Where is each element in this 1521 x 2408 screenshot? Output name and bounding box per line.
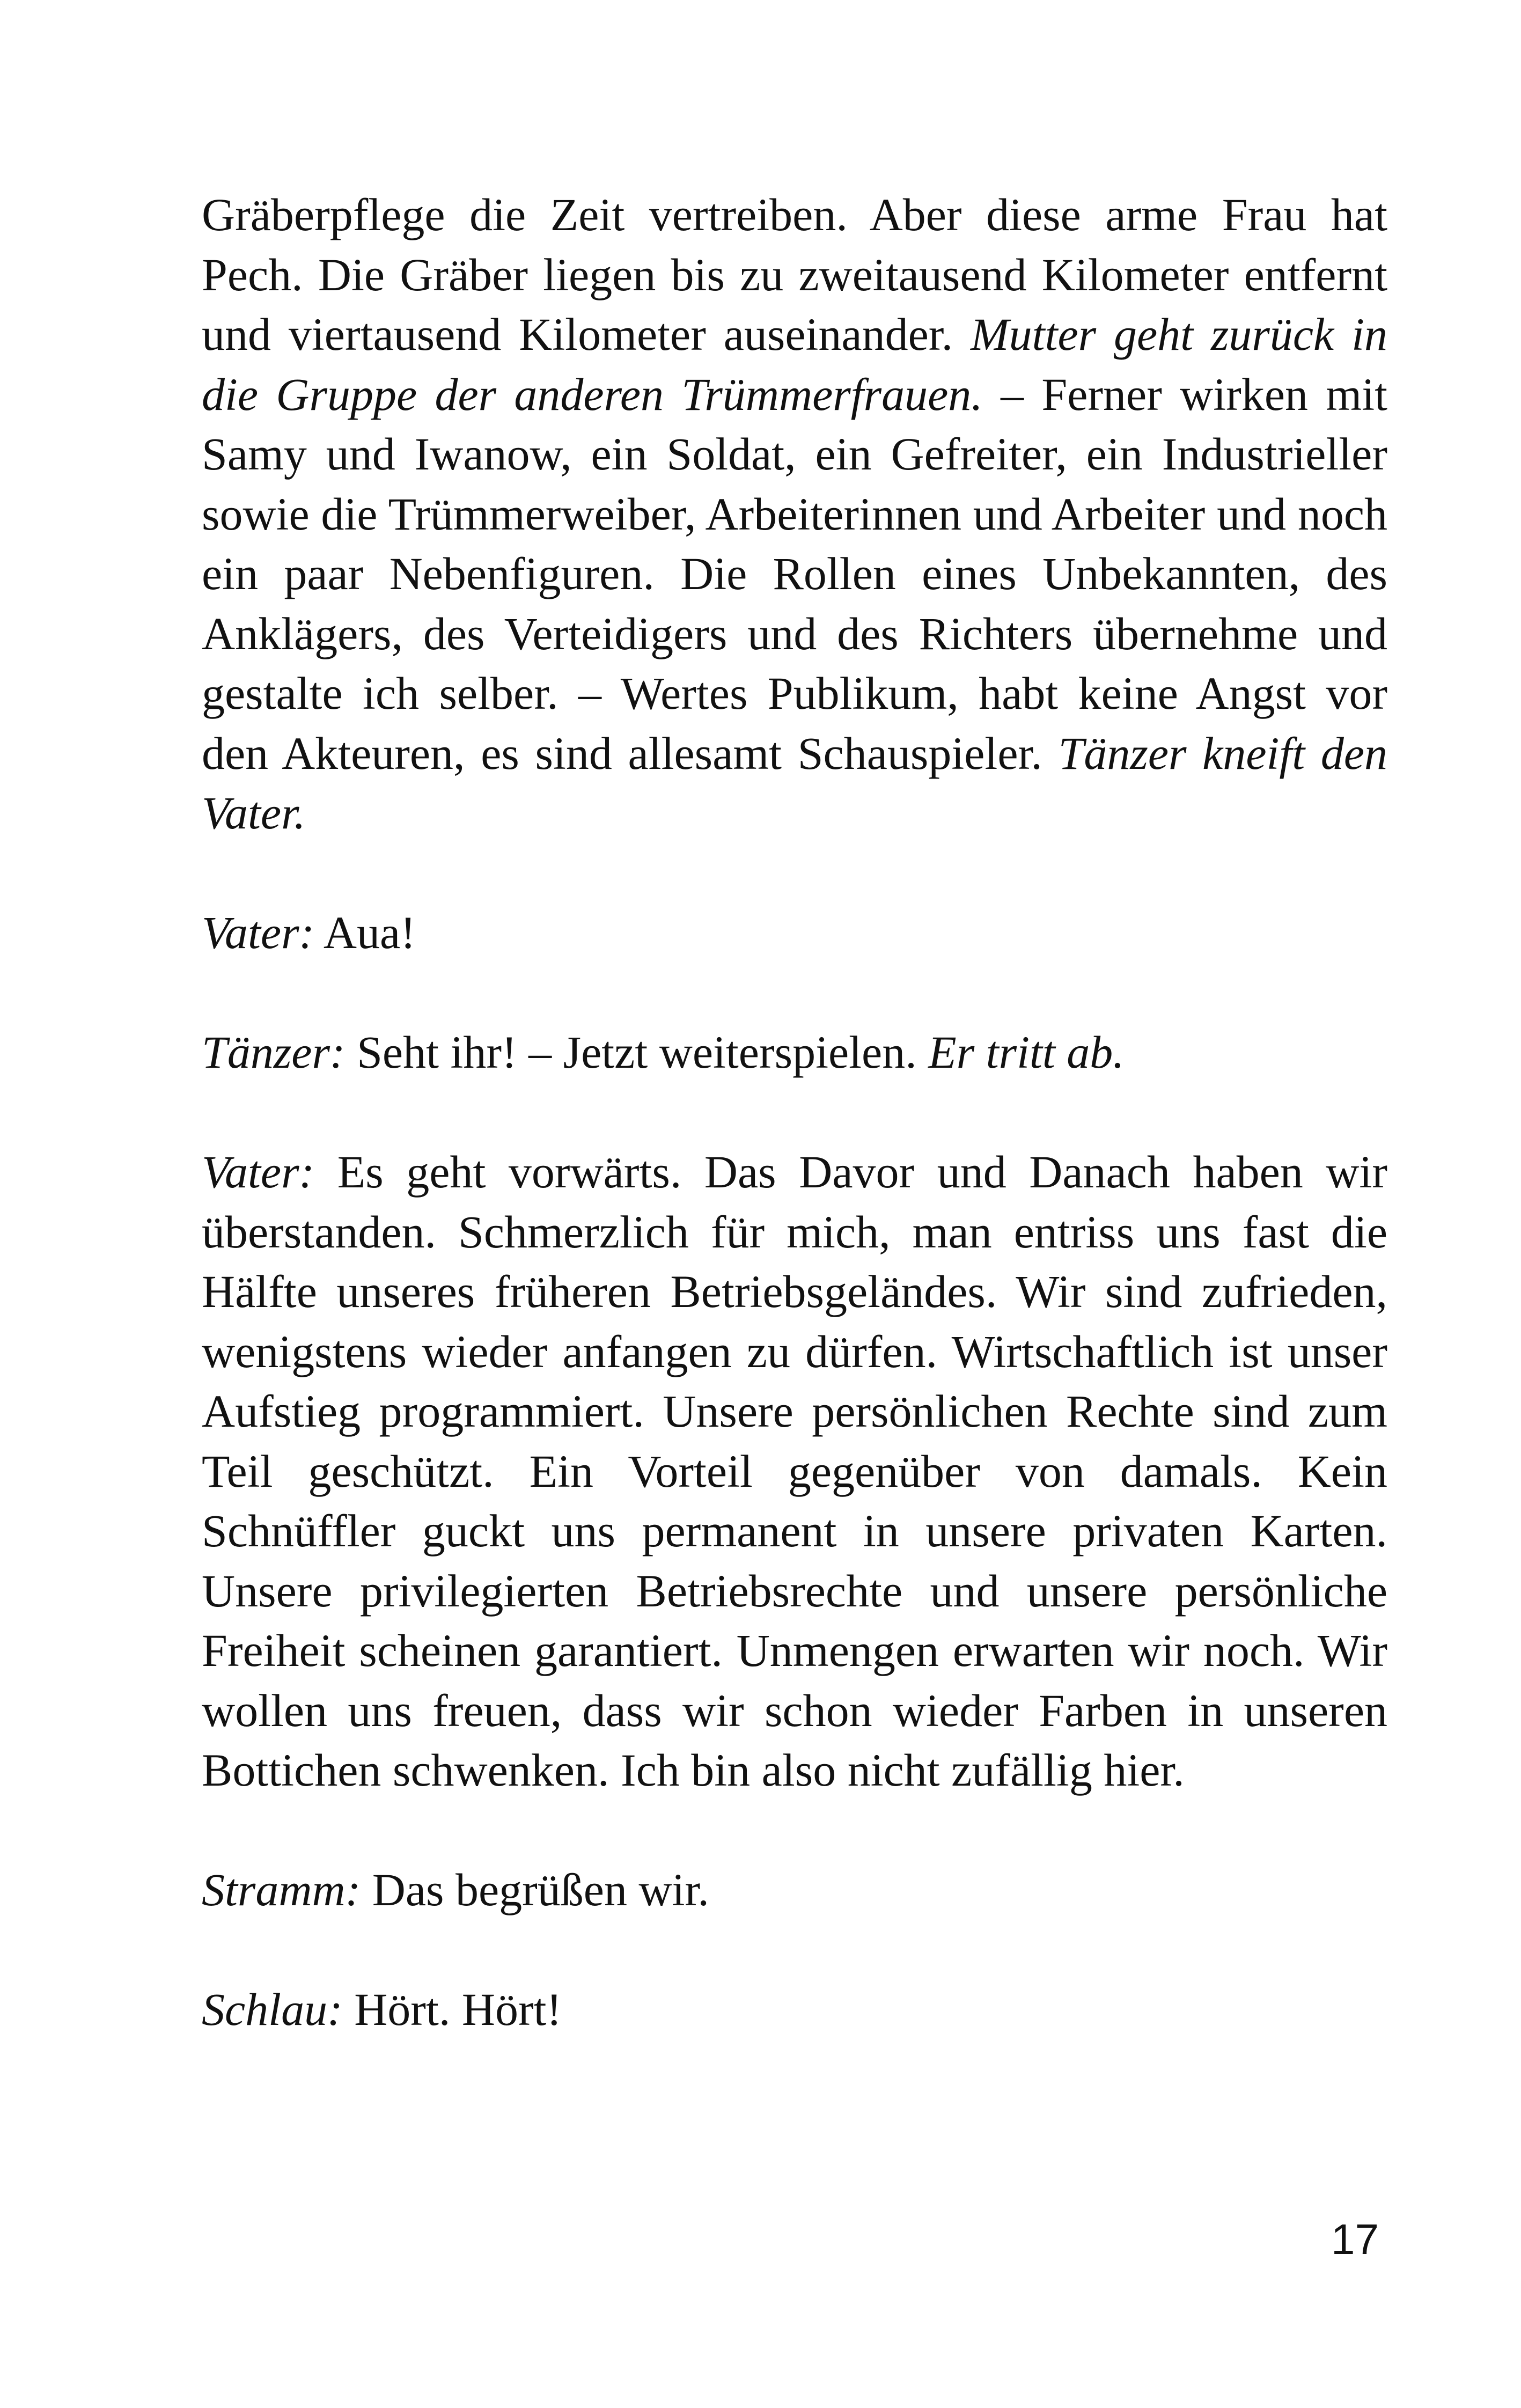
speaker-name: Tänzer: xyxy=(202,1026,346,1078)
dialogue-text: Hört. Hört! xyxy=(342,1984,562,2035)
speaker-name: Vater: xyxy=(202,1146,315,1198)
speaker-name: Vater: xyxy=(202,907,315,958)
text-segment: – Ferner wirken mit Samy und Iwanow, ein Soldat, ein Gefreiter, ein Industrieller sowie die Trümmerweiber, Arbeiterinnen und Arbeiter und noch ein paar Nebenfiguren. Die Rollen eines Unbekannten, des Anklägers, des Verteidigers und des Richters übernehme und gestalte ich selber. – Wertes Publikum, habt keine Angst vor den Akteuren, es sind allesamt Schauspieler. xyxy=(202,368,1387,779)
paragraph-dialogue xyxy=(202,1023,1387,1083)
speaker-name: Schlau: xyxy=(202,1984,343,2035)
page-number: 17 xyxy=(1331,2215,1379,2263)
paragraph-dialogue xyxy=(202,1980,1387,2040)
page-body xyxy=(202,185,1387,2040)
dialogue-text: Aua! xyxy=(314,907,416,958)
paragraph-dialogue xyxy=(202,903,1387,963)
dialogue-text: Das begrüßen wir. xyxy=(361,1864,709,1915)
speaker-name: Stramm: xyxy=(202,1864,361,1915)
stage-direction: Mutter geht zurück in die Gruppe der anderen Trümmerfrauen. xyxy=(202,309,1387,420)
dialogue-text: Es geht vorwärts. Das Davor und Danach haben wir überstanden. Schmerzlich für mich, man entriss uns fast die Hälfte unseres früheren Betriebsgeländes. Wir sind zufrieden, wenigstens wieder anfangen zu dürfen. Wirtschaftlich ist unser Aufstieg programmiert. Unsere persönlichen Rechte sind zum Teil geschützt. Ein Vorteil gegenüber von damals. Kein Schnüffler guckt uns permanent in unsere privaten Karten. Unsere privilegierten Betriebsrechte und unsere persönliche Freiheit scheinen garantiert. Unmengen erwarten wir noch. Wir wollen uns freuen, dass wir schon wieder Farben in unseren Bottichen schwenken. Ich bin also nicht zufällig hier. xyxy=(202,1146,1387,1796)
paragraph-narration xyxy=(202,185,1387,843)
dialogue-text: Seht ihr! – Jetzt weiterspielen. xyxy=(345,1026,929,1078)
text-segment: Gräberpflege die Zeit vertreiben. Aber diese arme Frau hat Pech. Die Gräber liegen bis zu zweitausend Kilometer entfernt und viertausend Kilometer auseinander. xyxy=(202,189,1387,360)
stage-direction: Tänzer kneift den Vater. xyxy=(202,727,1387,839)
stage-direction: Er tritt ab. xyxy=(928,1026,1125,1078)
paragraph-dialogue xyxy=(202,1142,1387,1801)
paragraph-dialogue xyxy=(202,1860,1387,1920)
